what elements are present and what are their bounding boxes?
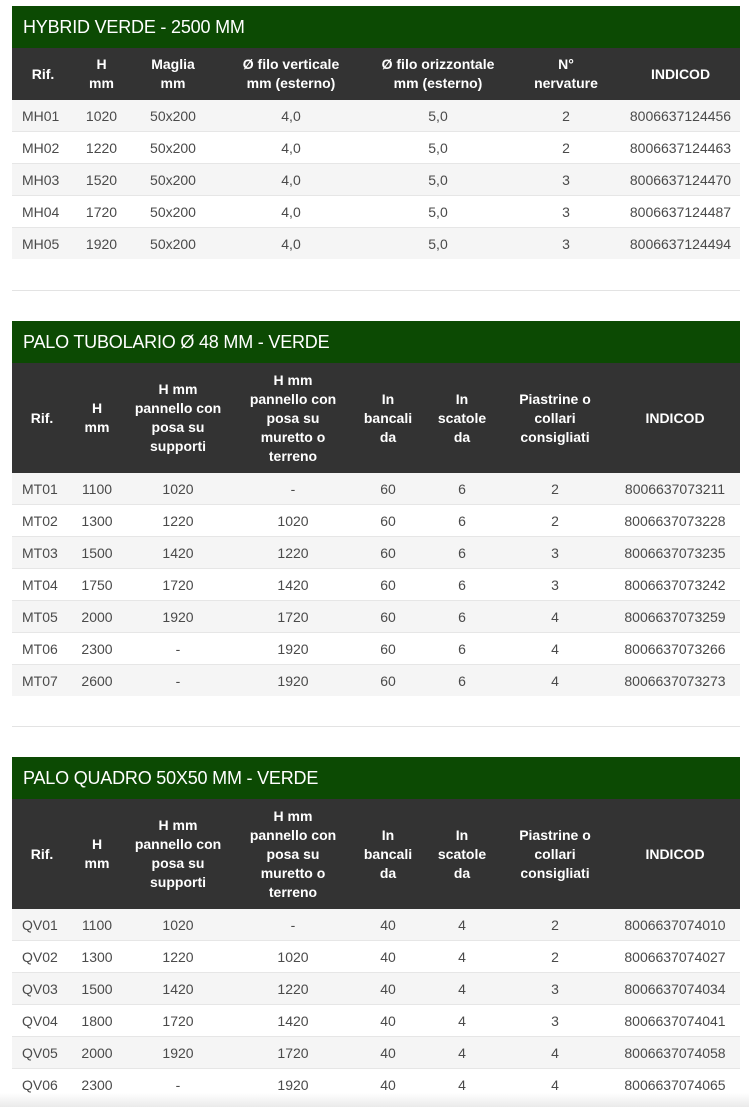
cell-scatole: 6 — [424, 633, 500, 665]
cell-nervature: 3 — [511, 196, 621, 228]
cell-indicod: 8006637074065 — [610, 1069, 740, 1101]
col-header-scatole: In scatole da — [424, 799, 500, 909]
table-row — [12, 196, 740, 228]
cell-nervature: 3 — [511, 228, 621, 260]
cell-maglia: 50x200 — [129, 132, 217, 164]
cell-h-muretto: 1020 — [234, 941, 352, 973]
cell-indicod: 8006637073259 — [610, 601, 740, 633]
cell-piastrine: 4 — [500, 1069, 610, 1101]
cell-rif: QV05 — [12, 1037, 72, 1069]
cell-scatole: 6 — [424, 537, 500, 569]
cell-indicod: 8006637074041 — [610, 1005, 740, 1037]
cell-h: 1520 — [74, 164, 129, 196]
cell-h-muretto: 1720 — [234, 1037, 352, 1069]
cell-h: 1300 — [72, 941, 122, 973]
table-section-palo-tubolario — [12, 321, 740, 696]
header-row — [12, 363, 740, 473]
cell-piastrine: 3 — [500, 1005, 610, 1037]
col-header-filo-orizzontale: Ø filo orizzontale mm (esterno) — [365, 48, 511, 100]
table-row — [12, 941, 740, 973]
table-row — [12, 100, 740, 132]
table-row — [12, 601, 740, 633]
cell-h: 1100 — [72, 473, 122, 505]
header-row — [12, 48, 740, 100]
spec-table — [12, 48, 740, 259]
cell-filo-verticale: 4,0 — [217, 100, 365, 132]
cell-filo-orizzontale: 5,0 — [365, 100, 511, 132]
section-divider — [12, 726, 740, 727]
cell-scatole: 6 — [424, 569, 500, 601]
cell-filo-verticale: 4,0 — [217, 228, 365, 260]
cell-maglia: 50x200 — [129, 196, 217, 228]
cell-h: 1220 — [74, 132, 129, 164]
cell-h-muretto: 1220 — [234, 973, 352, 1005]
cell-h-muretto: - — [234, 909, 352, 941]
col-header-h-supporti: H mm pannello con posa su supporti — [122, 363, 234, 473]
cell-h-supporti: 1920 — [122, 1037, 234, 1069]
cell-h: 1100 — [72, 909, 122, 941]
cell-h: 1920 — [74, 228, 129, 260]
cell-h: 2300 — [72, 1069, 122, 1101]
cell-h-muretto: 1020 — [234, 505, 352, 537]
cell-filo-orizzontale: 5,0 — [365, 164, 511, 196]
cell-scatole: 4 — [424, 1037, 500, 1069]
col-header-h-supporti: H mm pannello con posa su supporti — [122, 799, 234, 909]
cell-rif: QV04 — [12, 1005, 72, 1037]
cell-filo-orizzontale: 5,0 — [365, 196, 511, 228]
section-title: HYBRID VERDE - 2500 MM — [12, 6, 740, 48]
cell-bancali: 60 — [352, 665, 424, 697]
cell-rif: MH05 — [12, 228, 74, 260]
cell-rif: MH04 — [12, 196, 74, 228]
col-header-h: H mm — [72, 363, 122, 473]
cell-bancali: 60 — [352, 537, 424, 569]
cell-rif: MT05 — [12, 601, 72, 633]
cell-filo-orizzontale: 5,0 — [365, 228, 511, 260]
table-section-palo-quadro — [12, 757, 740, 1100]
cell-piastrine: 2 — [500, 909, 610, 941]
table-row — [12, 1005, 740, 1037]
cell-rif: MT02 — [12, 505, 72, 537]
table-row — [12, 1037, 740, 1069]
table-row — [12, 537, 740, 569]
cell-bancali: 60 — [352, 601, 424, 633]
cell-indicod: 8006637124470 — [621, 164, 740, 196]
cell-h-muretto: 1920 — [234, 665, 352, 697]
cell-h-muretto: 1220 — [234, 537, 352, 569]
col-header-nervature: N° nervature — [511, 48, 621, 100]
cell-piastrine: 4 — [500, 633, 610, 665]
spec-table — [12, 363, 740, 696]
cell-h: 2300 — [72, 633, 122, 665]
cell-scatole: 4 — [424, 1069, 500, 1101]
col-header-indicod: INDICOD — [610, 363, 740, 473]
cell-h-muretto: - — [234, 473, 352, 505]
cell-bancali: 60 — [352, 569, 424, 601]
cell-filo-verticale: 4,0 — [217, 196, 365, 228]
cell-bancali: 40 — [352, 1005, 424, 1037]
cell-rif: MT04 — [12, 569, 72, 601]
cell-scatole: 6 — [424, 505, 500, 537]
col-header-bancali: In bancali da — [352, 363, 424, 473]
section-divider — [12, 290, 740, 291]
table-row — [12, 505, 740, 537]
cell-indicod: 8006637073228 — [610, 505, 740, 537]
cell-scatole: 4 — [424, 941, 500, 973]
cell-h-muretto: 1720 — [234, 601, 352, 633]
cell-maglia: 50x200 — [129, 100, 217, 132]
cell-filo-verticale: 4,0 — [217, 132, 365, 164]
col-header-h-muretto: H mm pannello con posa su muretto o terreno — [234, 363, 352, 473]
cell-h: 1500 — [72, 537, 122, 569]
section-title: PALO QUADRO 50X50 MM - VERDE — [12, 757, 740, 799]
cell-filo-orizzontale: 5,0 — [365, 132, 511, 164]
cell-scatole: 4 — [424, 973, 500, 1005]
cell-h-muretto: 1420 — [234, 1005, 352, 1037]
cell-nervature: 3 — [511, 164, 621, 196]
cell-indicod: 8006637073242 — [610, 569, 740, 601]
cell-piastrine: 4 — [500, 665, 610, 697]
cell-h: 1020 — [74, 100, 129, 132]
bottom-fade — [0, 1093, 749, 1107]
cell-h-muretto: 1420 — [234, 569, 352, 601]
col-header-piastrine: Piastrine o collari consigliati — [500, 363, 610, 473]
col-header-rif: Rif. — [12, 799, 72, 909]
cell-piastrine: 4 — [500, 1037, 610, 1069]
cell-h-supporti: - — [122, 633, 234, 665]
table-row — [12, 633, 740, 665]
cell-h: 2000 — [72, 601, 122, 633]
cell-h: 1720 — [74, 196, 129, 228]
cell-nervature: 2 — [511, 100, 621, 132]
cell-bancali: 40 — [352, 909, 424, 941]
cell-bancali: 60 — [352, 633, 424, 665]
cell-scatole: 4 — [424, 1005, 500, 1037]
cell-h-muretto: 1920 — [234, 633, 352, 665]
cell-rif: MT07 — [12, 665, 72, 697]
cell-indicod: 8006637074034 — [610, 973, 740, 1005]
cell-bancali: 40 — [352, 973, 424, 1005]
cell-h-supporti: - — [122, 1069, 234, 1101]
col-header-h: H mm — [72, 799, 122, 909]
cell-scatole: 6 — [424, 473, 500, 505]
col-header-bancali: In bancali da — [352, 799, 424, 909]
cell-h: 1750 — [72, 569, 122, 601]
cell-h-supporti: - — [122, 665, 234, 697]
cell-h-supporti: 1420 — [122, 973, 234, 1005]
cell-bancali: 40 — [352, 941, 424, 973]
cell-piastrine: 4 — [500, 601, 610, 633]
cell-h: 1800 — [72, 1005, 122, 1037]
cell-h-supporti: 1420 — [122, 537, 234, 569]
cell-indicod: 8006637074058 — [610, 1037, 740, 1069]
col-header-indicod: INDICOD — [621, 48, 740, 100]
cell-indicod: 8006637074010 — [610, 909, 740, 941]
col-header-h-muretto: H mm pannello con posa su muretto o terreno — [234, 799, 352, 909]
cell-scatole: 6 — [424, 665, 500, 697]
cell-maglia: 50x200 — [129, 228, 217, 260]
cell-bancali: 40 — [352, 1037, 424, 1069]
cell-bancali: 60 — [352, 473, 424, 505]
table-section-hybrid-verde — [12, 6, 740, 259]
table-row — [12, 228, 740, 260]
cell-scatole: 4 — [424, 909, 500, 941]
cell-piastrine: 2 — [500, 473, 610, 505]
cell-piastrine: 2 — [500, 941, 610, 973]
cell-scatole: 6 — [424, 601, 500, 633]
cell-rif: MH02 — [12, 132, 74, 164]
cell-rif: MH03 — [12, 164, 74, 196]
cell-h-supporti: 1720 — [122, 569, 234, 601]
cell-indicod: 8006637124487 — [621, 196, 740, 228]
cell-indicod: 8006637073211 — [610, 473, 740, 505]
cell-piastrine: 3 — [500, 537, 610, 569]
cell-indicod: 8006637074027 — [610, 941, 740, 973]
cell-h: 1500 — [72, 973, 122, 1005]
table-row — [12, 665, 740, 697]
cell-piastrine: 2 — [500, 505, 610, 537]
cell-h-supporti: 1020 — [122, 909, 234, 941]
cell-rif: MT03 — [12, 537, 72, 569]
cell-h-supporti: 1220 — [122, 505, 234, 537]
cell-rif: QV01 — [12, 909, 72, 941]
col-header-rif: Rif. — [12, 363, 72, 473]
cell-bancali: 60 — [352, 505, 424, 537]
table-row — [12, 973, 740, 1005]
cell-h-supporti: 1220 — [122, 941, 234, 973]
col-header-scatole: In scatole da — [424, 363, 500, 473]
cell-indicod: 8006637124494 — [621, 228, 740, 260]
cell-filo-verticale: 4,0 — [217, 164, 365, 196]
cell-indicod: 8006637073266 — [610, 633, 740, 665]
spec-table — [12, 799, 740, 1100]
cell-maglia: 50x200 — [129, 164, 217, 196]
table-row — [12, 909, 740, 941]
cell-indicod: 8006637124463 — [621, 132, 740, 164]
col-header-rif: Rif. — [12, 48, 74, 100]
table-row — [12, 473, 740, 505]
cell-indicod: 8006637073235 — [610, 537, 740, 569]
col-header-h: H mm — [74, 48, 129, 100]
cell-rif: QV06 — [12, 1069, 72, 1101]
cell-h-supporti: 1920 — [122, 601, 234, 633]
col-header-indicod: INDICOD — [610, 799, 740, 909]
cell-rif: QV03 — [12, 973, 72, 1005]
cell-h-supporti: 1720 — [122, 1005, 234, 1037]
cell-rif: MH01 — [12, 100, 74, 132]
col-header-piastrine: Piastrine o collari consigliati — [500, 799, 610, 909]
col-header-filo-verticale: Ø filo verticale mm (esterno) — [217, 48, 365, 100]
cell-h-supporti: 1020 — [122, 473, 234, 505]
cell-bancali: 40 — [352, 1069, 424, 1101]
cell-indicod: 8006637073273 — [610, 665, 740, 697]
table-row — [12, 132, 740, 164]
table-row — [12, 569, 740, 601]
cell-indicod: 8006637124456 — [621, 100, 740, 132]
cell-rif: MT06 — [12, 633, 72, 665]
cell-h: 2600 — [72, 665, 122, 697]
cell-h-muretto: 1920 — [234, 1069, 352, 1101]
cell-nervature: 2 — [511, 132, 621, 164]
col-header-maglia: Maglia mm — [129, 48, 217, 100]
header-row — [12, 799, 740, 909]
section-title: PALO TUBOLARIO Ø 48 MM - VERDE — [12, 321, 740, 363]
table-row — [12, 164, 740, 196]
cell-h: 2000 — [72, 1037, 122, 1069]
cell-rif: QV02 — [12, 941, 72, 973]
cell-h: 1300 — [72, 505, 122, 537]
cell-rif: MT01 — [12, 473, 72, 505]
cell-piastrine: 3 — [500, 973, 610, 1005]
cell-piastrine: 3 — [500, 569, 610, 601]
